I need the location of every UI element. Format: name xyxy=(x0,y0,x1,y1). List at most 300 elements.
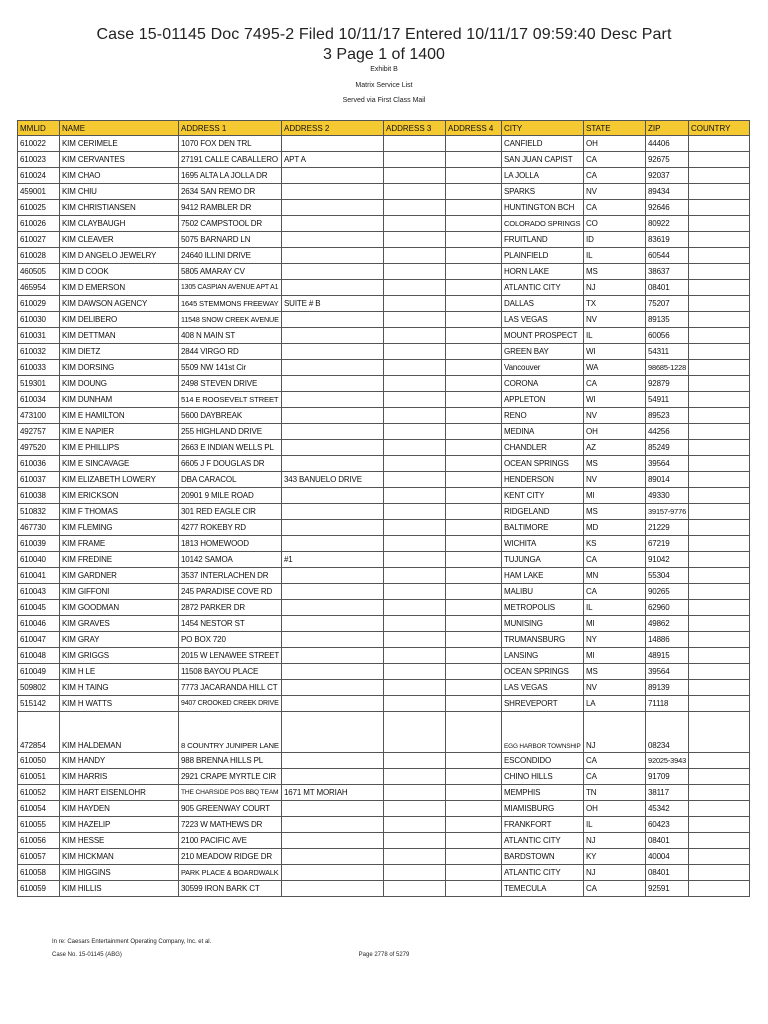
table-row xyxy=(18,616,750,632)
table-row xyxy=(18,312,750,328)
table-cell: 83619 xyxy=(646,232,689,248)
table-cell: 610034 xyxy=(18,392,60,408)
table-cell xyxy=(282,376,384,392)
table-row xyxy=(18,769,750,785)
table-cell: SUITE # B xyxy=(282,296,384,312)
table-cell: 1671 MT MORIAH xyxy=(282,785,384,801)
table-cell: 610037 xyxy=(18,472,60,488)
table-cell xyxy=(446,232,502,248)
table-cell xyxy=(384,456,446,472)
table-cell: 08234 xyxy=(646,712,689,753)
table-cell xyxy=(446,344,502,360)
table-cell: HORN LAKE xyxy=(502,264,584,280)
table-cell xyxy=(384,664,446,680)
table-cell: 610040 xyxy=(18,552,60,568)
footer-page-number: Page 2778 of 5279 xyxy=(358,952,410,958)
case-header-line-1: Case 15-01145 Doc 7495-2 Filed 10/11/17 Entered 10/11/17 09:59:40 Desc Part xyxy=(96,26,672,43)
table-cell xyxy=(282,392,384,408)
table-cell: MIAMISBURG xyxy=(502,801,584,817)
table-cell: 610056 xyxy=(18,833,60,849)
column-header: ADDRESS 1 xyxy=(179,121,282,136)
table-cell xyxy=(689,232,750,248)
table-cell xyxy=(282,680,384,696)
table-cell: 2872 PARKER DR xyxy=(179,600,282,616)
table-cell xyxy=(384,536,446,552)
table-cell: 610028 xyxy=(18,248,60,264)
table-cell: KIM D EMERSON xyxy=(60,280,179,296)
table-cell xyxy=(689,680,750,696)
table-cell: 492757 xyxy=(18,424,60,440)
table-cell xyxy=(446,696,502,712)
table-cell xyxy=(689,456,750,472)
table-cell: 71118 xyxy=(646,696,689,712)
table-cell: HENDERSON xyxy=(502,472,584,488)
table-cell xyxy=(446,408,502,424)
table-cell: MEMPHIS xyxy=(502,785,584,801)
table-cell xyxy=(446,488,502,504)
table-cell: 610055 xyxy=(18,817,60,833)
table-cell xyxy=(446,472,502,488)
table-cell: 55304 xyxy=(646,568,689,584)
table-cell: 610023 xyxy=(18,152,60,168)
table-cell xyxy=(384,424,446,440)
table-cell: KIM HALDEMAN xyxy=(60,712,179,753)
table-cell xyxy=(282,504,384,520)
column-header: ADDRESS 4 xyxy=(446,121,502,136)
table-cell: 98685-1228 xyxy=(646,360,689,376)
table-cell xyxy=(384,817,446,833)
table-cell: TUJUNGA xyxy=(502,552,584,568)
table-cell: 610058 xyxy=(18,865,60,881)
table-cell: 92879 xyxy=(646,376,689,392)
table-cell: NV xyxy=(584,680,646,696)
table-cell: NJ xyxy=(584,280,646,296)
table-cell: 92646 xyxy=(646,200,689,216)
table-cell xyxy=(689,648,750,664)
table-cell: DBA CARACOL xyxy=(179,472,282,488)
table-cell: KIM CHRISTIANSEN xyxy=(60,200,179,216)
table-cell: KIM DUNHAM xyxy=(60,392,179,408)
table-cell: 510832 xyxy=(18,504,60,520)
table-cell: 54911 xyxy=(646,392,689,408)
table-cell: LAS VEGAS xyxy=(502,312,584,328)
table-cell: 7223 W MATHEWS DR xyxy=(179,817,282,833)
table-cell xyxy=(384,680,446,696)
table-cell: KIM ELIZABETH LOWERY xyxy=(60,472,179,488)
table-cell xyxy=(446,200,502,216)
table-cell xyxy=(384,833,446,849)
table-cell xyxy=(384,488,446,504)
table-cell: KIM H TAING xyxy=(60,680,179,696)
table-cell: 2844 VIRGO RD xyxy=(179,344,282,360)
table-cell: 7773 JACARANDA HILL CT xyxy=(179,680,282,696)
table-cell: 509802 xyxy=(18,680,60,696)
table-cell: ESCONDIDO xyxy=(502,753,584,769)
table-cell: KIM CHAO xyxy=(60,168,179,184)
table-cell xyxy=(446,648,502,664)
table-cell: 49862 xyxy=(646,616,689,632)
table-cell xyxy=(446,600,502,616)
table-cell: PARK PLACE & BOARDWALK xyxy=(179,865,282,881)
table-cell: OH xyxy=(584,424,646,440)
table-cell xyxy=(282,200,384,216)
table-cell: 6605 J F DOUGLAS DR xyxy=(179,456,282,472)
table-cell: 255 HIGHLAND DRIVE xyxy=(179,424,282,440)
table-cell: CA xyxy=(584,168,646,184)
table-cell: KIM DETTMAN xyxy=(60,328,179,344)
table-cell: SAN JUAN CAPIST xyxy=(502,152,584,168)
column-header: ADDRESS 3 xyxy=(384,121,446,136)
table-cell: NJ xyxy=(584,833,646,849)
table-cell: NJ xyxy=(584,712,646,753)
table-row xyxy=(18,152,750,168)
table-cell: 610025 xyxy=(18,200,60,216)
table-cell xyxy=(282,696,384,712)
table-cell xyxy=(282,456,384,472)
table-cell xyxy=(282,753,384,769)
table-cell: 610052 xyxy=(18,785,60,801)
table-cell xyxy=(689,785,750,801)
table-row xyxy=(18,712,750,753)
exhibit-label: Exhibit B xyxy=(370,66,398,73)
table-cell: CA xyxy=(584,152,646,168)
table-cell xyxy=(446,216,502,232)
table-cell: CANFIELD xyxy=(502,136,584,152)
table-cell: CHANDLER xyxy=(502,440,584,456)
table-cell: KIM H LE xyxy=(60,664,179,680)
table-cell: KIM CERVANTES xyxy=(60,152,179,168)
table-cell: 2921 CRAPE MYRTLE CIR xyxy=(179,769,282,785)
table-cell: CO xyxy=(584,216,646,232)
table-cell: WI xyxy=(584,392,646,408)
table-cell: 62960 xyxy=(646,600,689,616)
table-cell xyxy=(689,312,750,328)
table-cell: OCEAN SPRINGS xyxy=(502,456,584,472)
table-cell: #1 xyxy=(282,552,384,568)
table-cell: KIM H WATTS xyxy=(60,696,179,712)
table-cell xyxy=(384,328,446,344)
table-cell: LAS VEGAS xyxy=(502,680,584,696)
table-cell: 610051 xyxy=(18,769,60,785)
table-cell: 27191 CALLE CABALLERO xyxy=(179,152,282,168)
table-cell: KIM GOODMAN xyxy=(60,600,179,616)
table-cell xyxy=(689,696,750,712)
table-cell xyxy=(282,632,384,648)
column-header: CITY xyxy=(502,121,584,136)
table-cell xyxy=(446,849,502,865)
table-cell: ATLANTIC CITY xyxy=(502,865,584,881)
table-cell: KIM CLEAVER xyxy=(60,232,179,248)
table-cell xyxy=(384,849,446,865)
table-cell: 610038 xyxy=(18,488,60,504)
table-cell xyxy=(446,456,502,472)
table-cell: 2100 PACIFIC AVE xyxy=(179,833,282,849)
table-cell: ATLANTIC CITY xyxy=(502,280,584,296)
table-cell xyxy=(384,712,446,753)
table-cell: 49330 xyxy=(646,488,689,504)
table-cell: KIM GIFFONI xyxy=(60,584,179,600)
table-cell: 519301 xyxy=(18,376,60,392)
table-cell: HAM LAKE xyxy=(502,568,584,584)
table-cell: 610047 xyxy=(18,632,60,648)
table-cell: LANSING xyxy=(502,648,584,664)
table-row xyxy=(18,584,750,600)
table-cell: NV xyxy=(584,408,646,424)
column-header: MMLID xyxy=(18,121,60,136)
table-row xyxy=(18,456,750,472)
table-cell: MI xyxy=(584,648,646,664)
table-cell: 1454 NESTOR ST xyxy=(179,616,282,632)
table-cell: KIM HAYDEN xyxy=(60,801,179,817)
table-cell: 610026 xyxy=(18,216,60,232)
table-cell: 89139 xyxy=(646,680,689,696)
table-cell: 610043 xyxy=(18,584,60,600)
table-cell: KIM DAWSON AGENCY xyxy=(60,296,179,312)
table-cell: KIM CERIMELE xyxy=(60,136,179,152)
table-cell: 92037 xyxy=(646,168,689,184)
table-cell xyxy=(689,568,750,584)
table-cell: ATLANTIC CITY xyxy=(502,833,584,849)
table-cell: 10142 SAMOA xyxy=(179,552,282,568)
table-cell: CA xyxy=(584,200,646,216)
table-cell xyxy=(446,520,502,536)
table-cell: GREEN BAY xyxy=(502,344,584,360)
table-cell: CORONA xyxy=(502,376,584,392)
table-cell xyxy=(689,753,750,769)
table-cell xyxy=(446,801,502,817)
service-list-table xyxy=(17,120,750,897)
table-row xyxy=(18,865,750,881)
table-row xyxy=(18,328,750,344)
table-cell xyxy=(384,232,446,248)
table-cell: KIM D ANGELO JEWELRY xyxy=(60,248,179,264)
table-cell: OH xyxy=(584,136,646,152)
table-cell: CA xyxy=(584,769,646,785)
table-cell xyxy=(384,200,446,216)
table-cell: WA xyxy=(584,360,646,376)
table-cell: 5509 NW 141st Cir xyxy=(179,360,282,376)
table-row xyxy=(18,216,750,232)
table-cell: 3537 INTERLACHEN DR xyxy=(179,568,282,584)
table-cell xyxy=(689,328,750,344)
table-row xyxy=(18,648,750,664)
table-cell: 60056 xyxy=(646,328,689,344)
table-cell: 515142 xyxy=(18,696,60,712)
table-cell xyxy=(689,584,750,600)
table-cell xyxy=(282,136,384,152)
table-cell: 610045 xyxy=(18,600,60,616)
table-cell: TX xyxy=(584,296,646,312)
table-cell xyxy=(689,801,750,817)
table-cell xyxy=(384,216,446,232)
table-row xyxy=(18,392,750,408)
table-cell: 610033 xyxy=(18,360,60,376)
table-cell: MOUNT PROSPECT xyxy=(502,328,584,344)
column-header: ADDRESS 2 xyxy=(282,121,384,136)
table-cell xyxy=(282,712,384,753)
table-cell: KIM HESSE xyxy=(60,833,179,849)
table-cell: 2015 W LENAWEE STREET xyxy=(179,648,282,664)
table-cell: KIM HIGGINS xyxy=(60,865,179,881)
table-cell: RIDGELAND xyxy=(502,504,584,520)
table-cell xyxy=(689,536,750,552)
table-cell: 343 BANUELO DRIVE xyxy=(282,472,384,488)
column-header: ZIP xyxy=(646,121,689,136)
table-cell: 91709 xyxy=(646,769,689,785)
table-row xyxy=(18,376,750,392)
table-cell: KIM FLEMING xyxy=(60,520,179,536)
table-cell xyxy=(446,584,502,600)
table-cell: 472854 xyxy=(18,712,60,753)
table-cell: 465954 xyxy=(18,280,60,296)
table-cell xyxy=(384,696,446,712)
table-cell xyxy=(282,312,384,328)
table-cell xyxy=(689,344,750,360)
table-row xyxy=(18,664,750,680)
table-cell: 610039 xyxy=(18,536,60,552)
table-cell xyxy=(689,664,750,680)
table-cell: 610029 xyxy=(18,296,60,312)
table-cell xyxy=(384,504,446,520)
table-row xyxy=(18,568,750,584)
table-cell: CHINO HILLS xyxy=(502,769,584,785)
table-cell: IL xyxy=(584,600,646,616)
table-cell xyxy=(384,801,446,817)
table-cell: 39564 xyxy=(646,456,689,472)
table-cell xyxy=(282,865,384,881)
table-cell xyxy=(689,833,750,849)
table-row xyxy=(18,168,750,184)
table-cell xyxy=(689,472,750,488)
table-cell: 610027 xyxy=(18,232,60,248)
table-cell: 89014 xyxy=(646,472,689,488)
table-cell xyxy=(384,312,446,328)
table-row xyxy=(18,504,750,520)
table-cell xyxy=(384,568,446,584)
table-cell: 85249 xyxy=(646,440,689,456)
table-cell: 245 PARADISE COVE RD xyxy=(179,584,282,600)
table-cell xyxy=(384,520,446,536)
table-row xyxy=(18,817,750,833)
table-cell: MEDINA xyxy=(502,424,584,440)
table-cell: 90265 xyxy=(646,584,689,600)
table-cell xyxy=(446,280,502,296)
table-cell: MS xyxy=(584,504,646,520)
table-cell xyxy=(282,328,384,344)
table-cell: CA xyxy=(584,881,646,897)
table-cell: KIM DORSING xyxy=(60,360,179,376)
table-cell: 301 RED EAGLE CIR xyxy=(179,504,282,520)
table-cell xyxy=(384,753,446,769)
table-cell: KIM E HAMILTON xyxy=(60,408,179,424)
table-cell xyxy=(446,184,502,200)
table-cell xyxy=(384,152,446,168)
table-cell xyxy=(689,424,750,440)
table-cell xyxy=(689,360,750,376)
table-cell: 1695 ALTA LA JOLLA DR xyxy=(179,168,282,184)
table-cell: 14886 xyxy=(646,632,689,648)
table-cell: 610057 xyxy=(18,849,60,865)
table-cell xyxy=(446,328,502,344)
table-cell: 54311 xyxy=(646,344,689,360)
table-cell: 473100 xyxy=(18,408,60,424)
table-row xyxy=(18,408,750,424)
table-cell xyxy=(446,769,502,785)
table-cell: 20901 9 MILE ROAD xyxy=(179,488,282,504)
table-cell: 39157-9776 xyxy=(646,504,689,520)
table-cell xyxy=(689,296,750,312)
table-cell: 459001 xyxy=(18,184,60,200)
table-cell: KIM GRAY xyxy=(60,632,179,648)
table-cell: 610059 xyxy=(18,881,60,897)
table-cell: 610022 xyxy=(18,136,60,152)
table-cell: MALIBU xyxy=(502,584,584,600)
table-cell: 4277 ROKEBY RD xyxy=(179,520,282,536)
table-cell: KIM CLAYBAUGH xyxy=(60,216,179,232)
table-cell: 610049 xyxy=(18,664,60,680)
table-cell xyxy=(689,392,750,408)
table-cell xyxy=(689,849,750,865)
table-cell: LA JOLLA xyxy=(502,168,584,184)
table-cell xyxy=(446,552,502,568)
table-cell: 610050 xyxy=(18,753,60,769)
table-cell xyxy=(282,536,384,552)
table-cell: TRUMANSBURG xyxy=(502,632,584,648)
footer-case-number: Case No. 15-01145 (ABG) xyxy=(52,952,122,958)
table-cell: 44256 xyxy=(646,424,689,440)
table-cell xyxy=(689,168,750,184)
table-cell xyxy=(446,136,502,152)
table-cell: 38637 xyxy=(646,264,689,280)
table-cell: 610031 xyxy=(18,328,60,344)
table-cell xyxy=(384,600,446,616)
table-cell xyxy=(282,280,384,296)
table-cell: KIM D COOK xyxy=(60,264,179,280)
table-cell: PO BOX 720 xyxy=(179,632,282,648)
table-cell: 2498 STEVEN DRIVE xyxy=(179,376,282,392)
table-row xyxy=(18,472,750,488)
table-cell: 210 MEADOW RIDGE DR xyxy=(179,849,282,865)
table-cell: 610054 xyxy=(18,801,60,817)
table-cell: 92675 xyxy=(646,152,689,168)
table-cell: NV xyxy=(584,312,646,328)
table-cell: KIM DIETZ xyxy=(60,344,179,360)
table-cell: MI xyxy=(584,616,646,632)
table-row xyxy=(18,296,750,312)
table-cell xyxy=(282,216,384,232)
table-cell: LA xyxy=(584,696,646,712)
table-cell: Vancouver xyxy=(502,360,584,376)
table-cell xyxy=(689,152,750,168)
table-row xyxy=(18,552,750,568)
table-cell: SPARKS xyxy=(502,184,584,200)
table-cell: KIM DELIBERO xyxy=(60,312,179,328)
table-cell xyxy=(384,184,446,200)
table-row xyxy=(18,440,750,456)
table-cell xyxy=(384,472,446,488)
table-cell: NY xyxy=(584,632,646,648)
table-cell xyxy=(446,536,502,552)
table-cell: MS xyxy=(584,264,646,280)
table-cell: MI xyxy=(584,488,646,504)
table-cell xyxy=(446,865,502,881)
table-cell: 11548 SNOW CREEK AVENUE xyxy=(179,312,282,328)
table-cell xyxy=(689,712,750,753)
table-cell: CA xyxy=(584,753,646,769)
table-cell: KIM DOUNG xyxy=(60,376,179,392)
table-cell: THE CHARSIDE POS BBQ TEAM xyxy=(179,785,282,801)
table-cell: 60544 xyxy=(646,248,689,264)
